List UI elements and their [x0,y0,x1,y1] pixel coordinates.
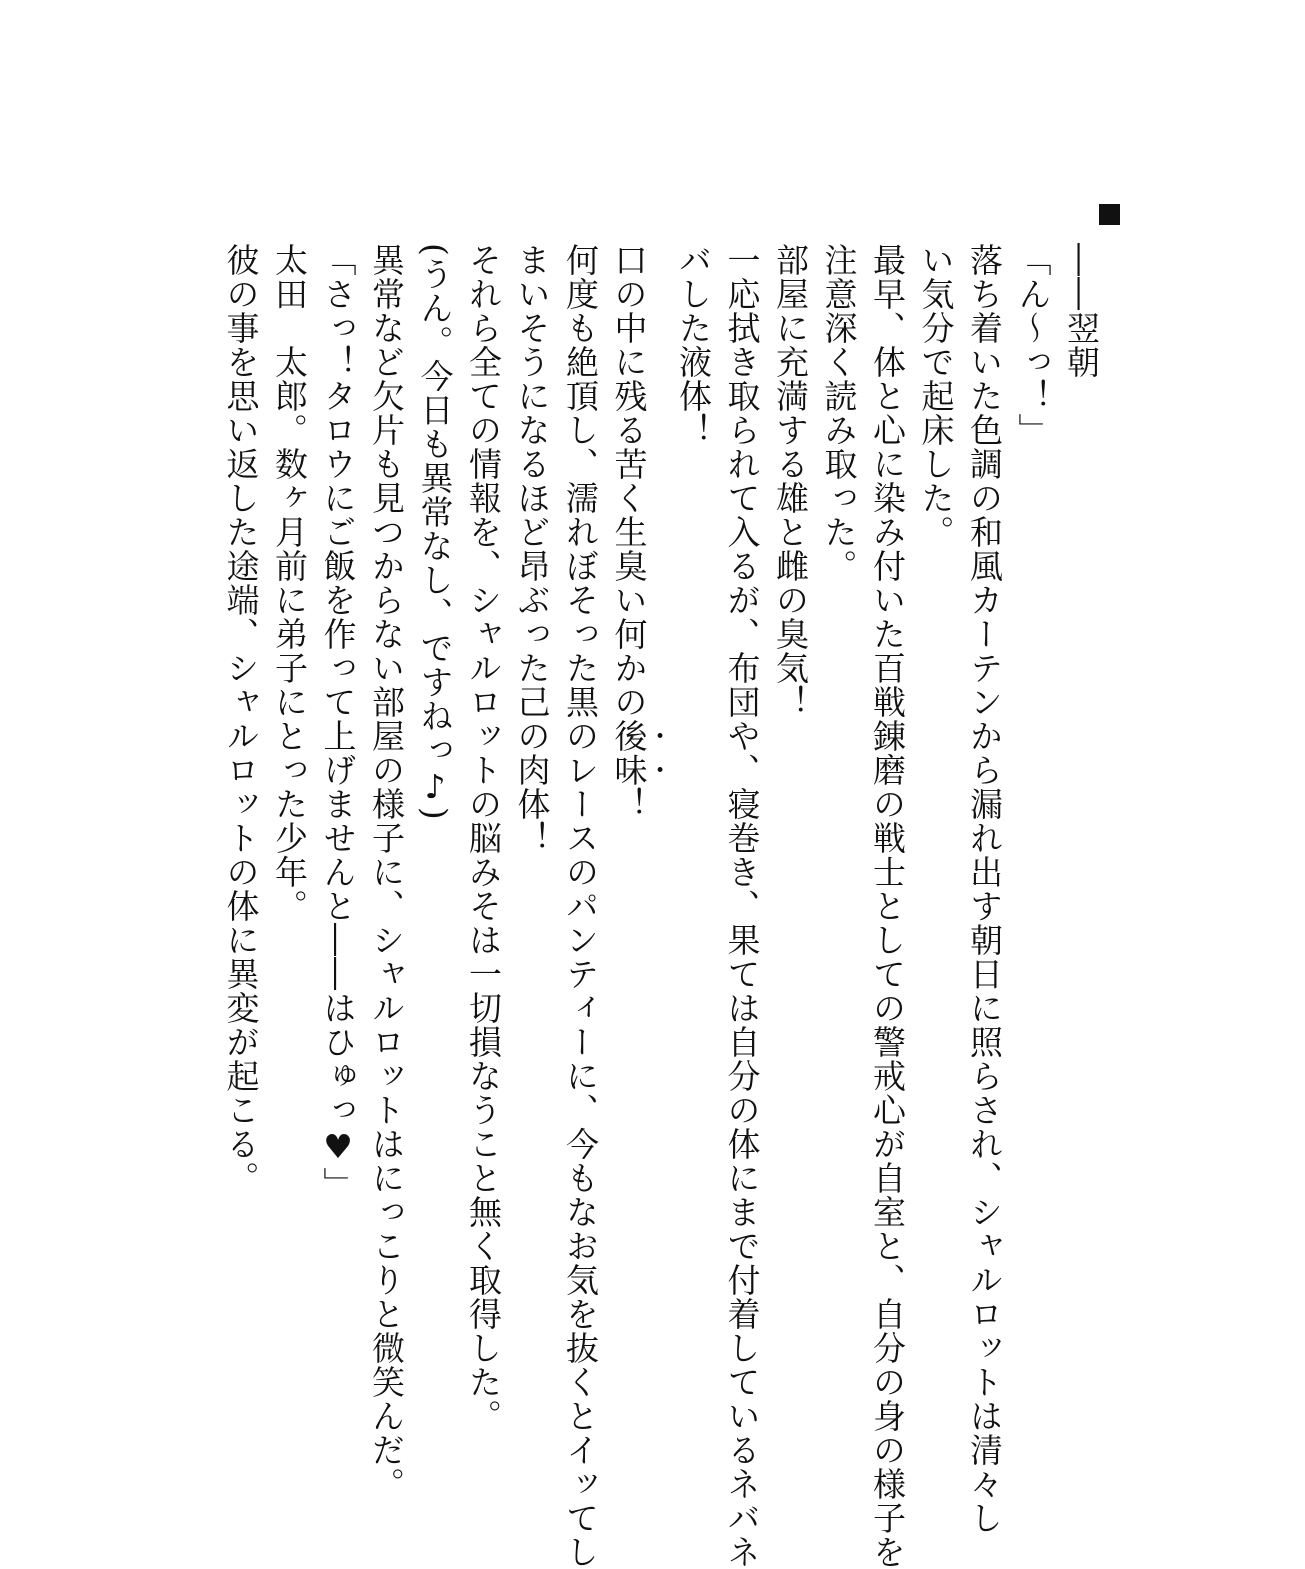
text-line-3: 落ち着いた色調の和風カーテンから漏れ出す朝日に照らされ、シャルロットは清々し [965,243,1004,1535]
text-line-18: 彼の事を思い返した途端、シャルロットの体に異変が起こる。 [221,243,261,1195]
text-line-6: 注意深く読み取った。 [819,243,859,583]
text-line-5: 最早、体と心に染み付いた百戦錬磨の戦士としての警戒心が自室と、自分の身の様子を [868,243,907,1569]
text-line-4: い気分で起床した。 [916,243,956,549]
text-line-15: 異常など欠片も見つからない部屋の様子に、シャルロットはにっこりと微笑んだ。 [367,243,406,1501]
text-line-11: 何度も絶頂し、濡れぼそった黒のレースのパンティーに、今もなお気を抜くとイッてし [561,243,600,1569]
text-line-16: 「さっ！タロウにご飯を作って上げませんと――はひゅっ♥」 [318,243,358,1201]
text-line-12: まいそうになるほど昂ぶった己の肉体！ [512,243,552,855]
text-line-8: 一応拭き取られて入るが、布団や、寝巻き、果ては自分の体にまで付着しているネバネ [722,243,762,1569]
text-line-10-pre: 口の中に残る苦く生臭い何かの [609,243,649,719]
vertical-text-body [216,243,1105,1569]
text-line-2: 「ん～っ！」 [1013,243,1053,447]
text-line-7: 部屋に充満する雄と雌の臭気！ [771,243,810,719]
text-line-14: (うん。今日も異常なし、ですねっ♪) [415,243,455,821]
section-marker [1099,204,1120,225]
text-line-13: それら全ての情報を、シャルロットの脳みそは一切損なうこと無く取得した。 [464,243,503,1433]
text-line-17: 太田 太郎。数ヶ月前に弟子にとった少年。 [270,243,309,923]
text-line-9: バした液体！ [674,243,713,447]
emphasized-word: 後味 [609,719,649,787]
text-line-10 [604,243,669,1003]
text-line-10-post: ！ [609,787,649,821]
text-line-1: ――翌朝 [1062,243,1101,379]
